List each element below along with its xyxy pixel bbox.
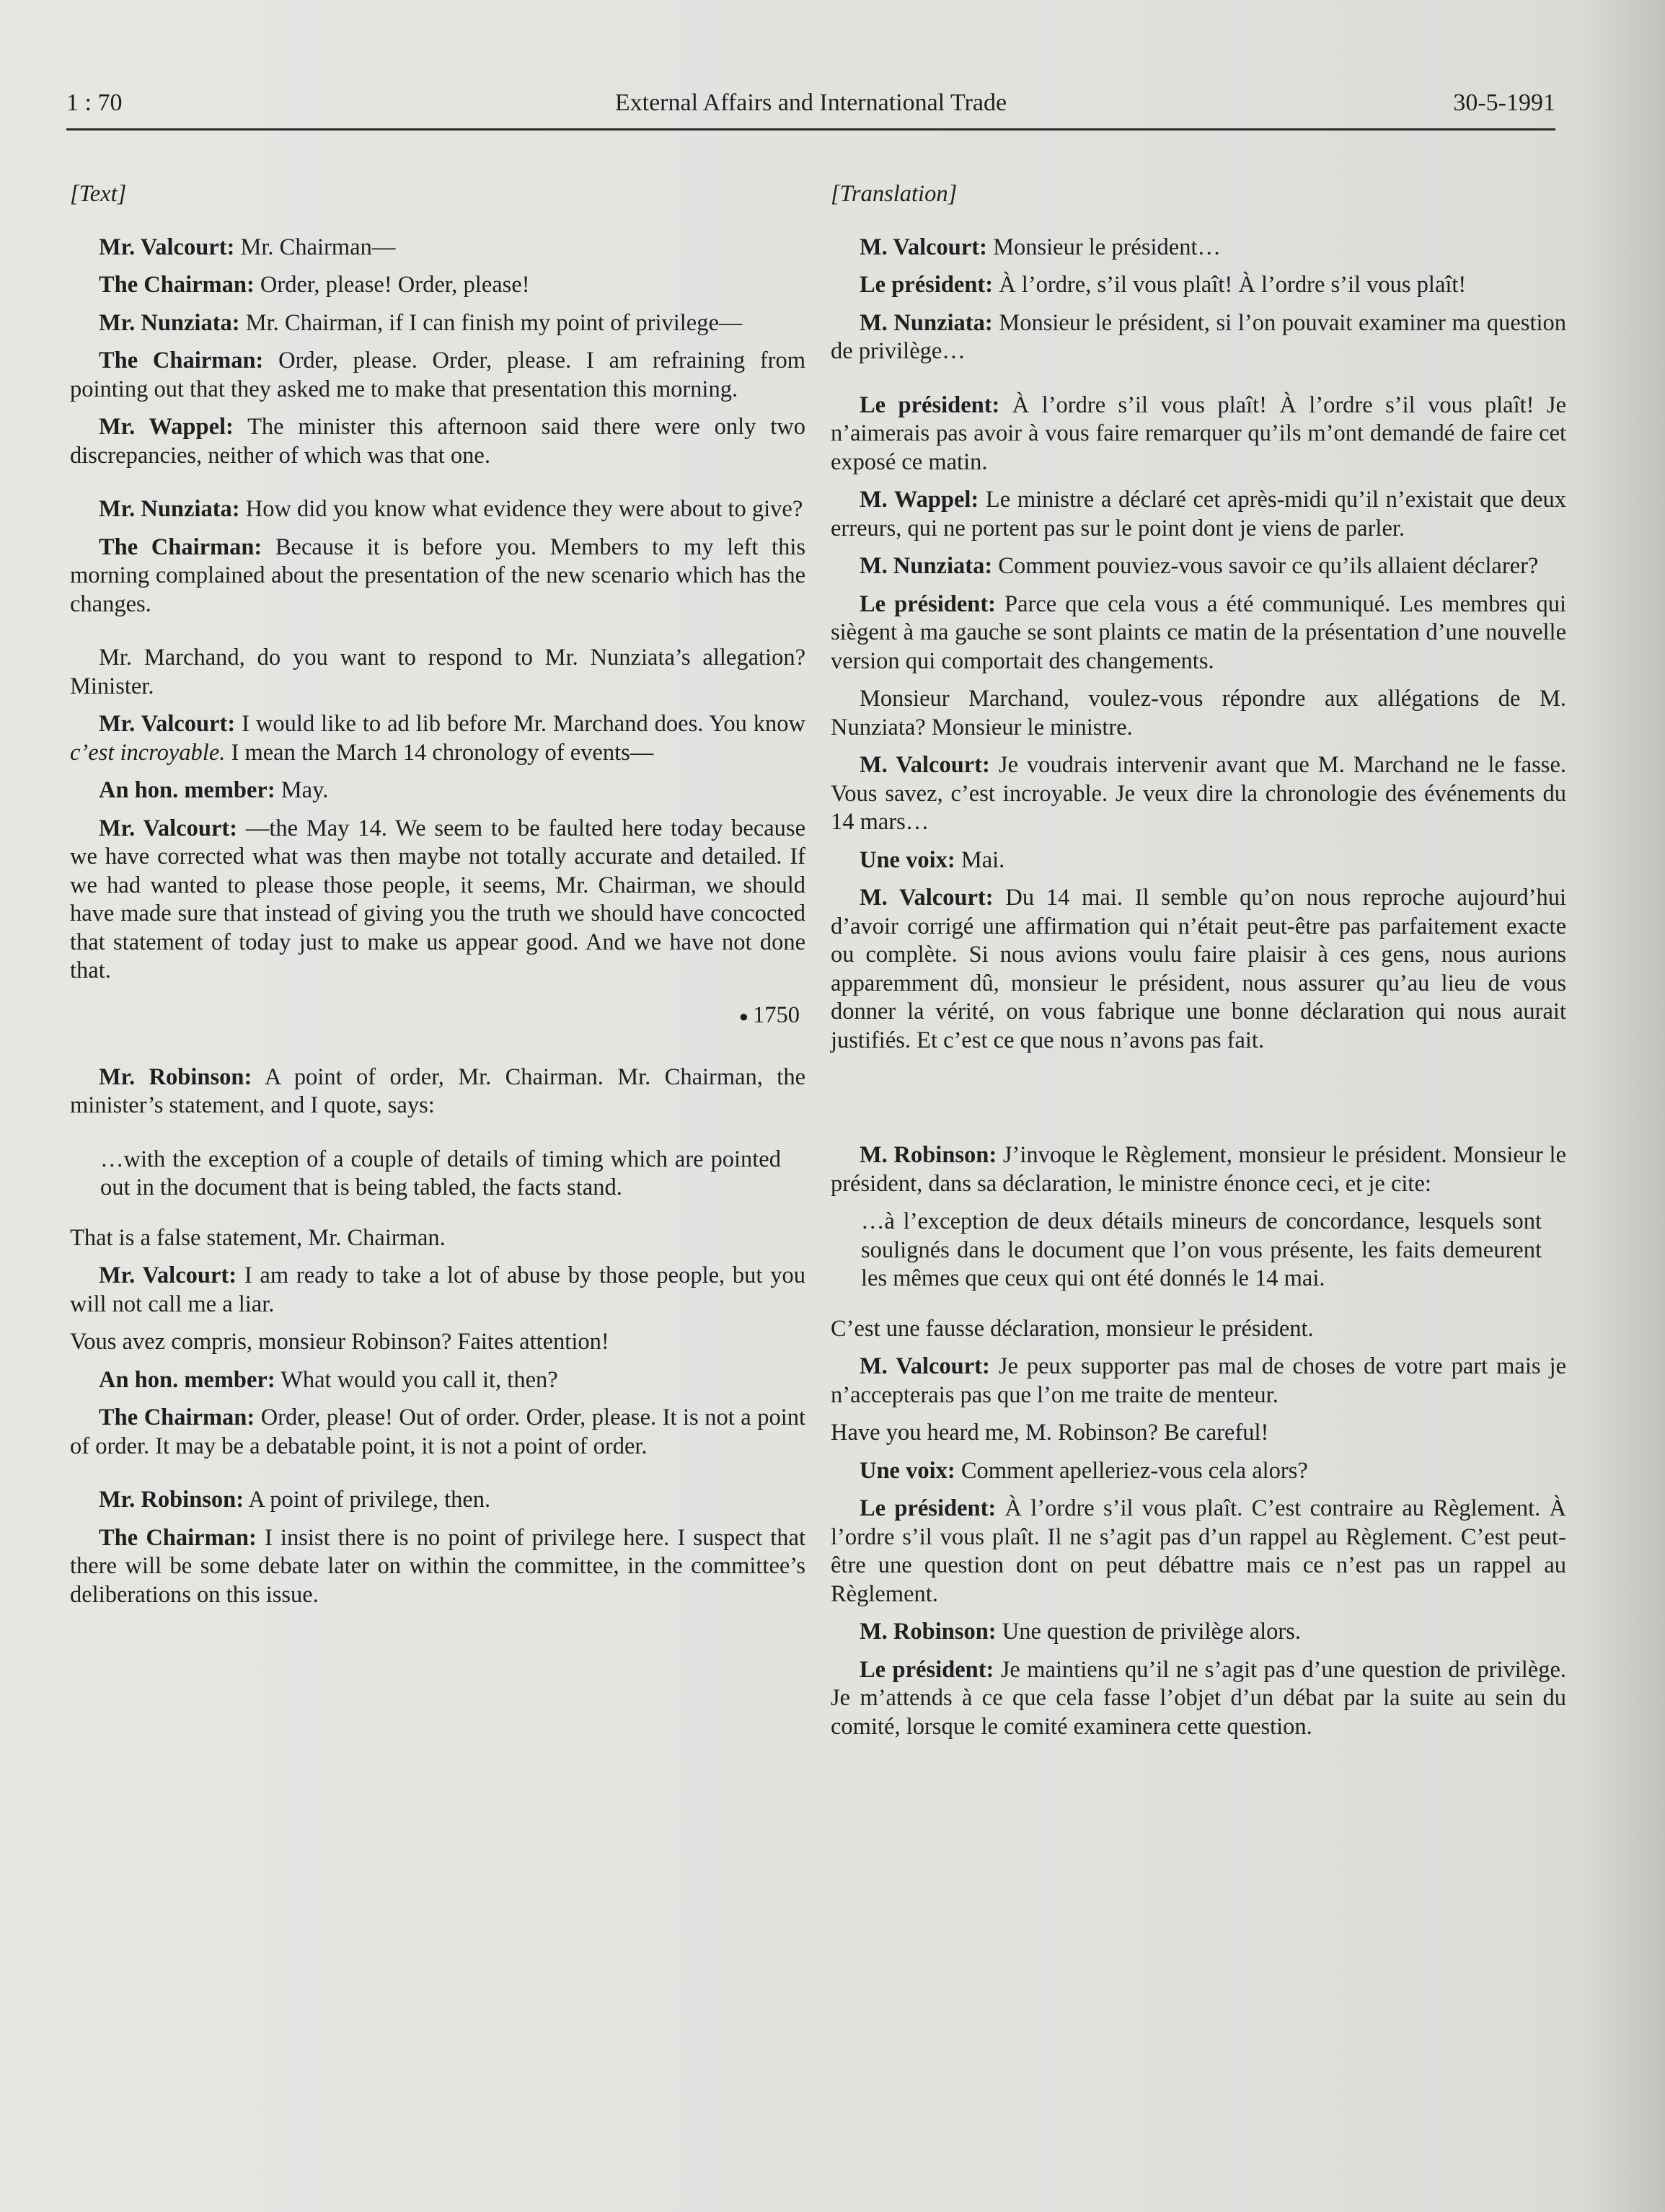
speaker-name: Mr. Wappel: bbox=[99, 414, 234, 440]
speech-text: À l’ordre, s’il vous plaît! À l’ordre s’il vous plaît! bbox=[999, 272, 1467, 298]
english-column bbox=[70, 180, 805, 1619]
quoted-statement: …à l’exception de deux détails mineurs de concordance, lesquels sont soulignés dans le document que l’on vous présente, les faits demeurent les mêmes que ceux qui ont été donnés le 14 mai. bbox=[861, 1208, 1542, 1291]
binding-shadow bbox=[1578, 0, 1665, 2212]
speech-paragraph bbox=[70, 1224, 805, 1253]
running-header bbox=[66, 85, 1555, 130]
speaker-name: The Chairman: bbox=[99, 272, 255, 298]
publication-title: External Affairs and International Trade bbox=[614, 89, 1007, 116]
speech-text: À l’ordre s’il vous plaît! À l’ordre s’il vous plaît! Je n’aimerais pas avoir à vous faire remarquer qu’ils m’ont demandé de faire cet exposé ce matin. bbox=[831, 391, 1566, 475]
speech-text: I mean the March 14 chronology of events— bbox=[225, 739, 654, 766]
speech-paragraph bbox=[70, 495, 805, 524]
speech-paragraph bbox=[70, 234, 805, 262]
speech-text: What would you call it, then? bbox=[281, 1366, 558, 1393]
speech-text: —the May 14. We seem to be faulted here today because we have corrected what was then maybe not totally accurate and detailed. If we had wanted to please those people, it seems, Mr. Chairman, we should have made sure that instead of giving you the truth we should have concocted that statement of today just to make us appear good. And we have not done that. bbox=[70, 815, 805, 983]
speech-paragraph bbox=[831, 486, 1566, 543]
speech-text: Du 14 mai. Il semble qu’on nous reproche aujourd’hui d’avoir corrigé une affirmation qui n’était peut-être pas parfaitement exacte ou complète. Si nous avions voulu faire plaisir à ces gens, nous aurions apparemment dû, monsieur le président, nous assurer qu’au lieu de vous donner la vérité, on vous fabrique une bonne déclaration qui nous aurait justifiés. Et c’est ce que nous n’avons pas fait. bbox=[831, 885, 1567, 1053]
speech-text: J’invoque le Règlement, monsieur le président. Monsieur le président, dans sa déclaration, le ministre énonce ceci, et je cite: bbox=[831, 1142, 1567, 1197]
speaker-name: Le président: bbox=[860, 1656, 994, 1683]
speech-text: Mr. Marchand, do you want to respond to Mr. Nunziata’s allegation? Minister. bbox=[70, 645, 805, 699]
speech-text: A point of order, Mr. Chairman. Mr. Chairman, the minister’s statement, and I quote, says: bbox=[70, 1063, 805, 1119]
time-value: 1750 bbox=[753, 1001, 800, 1028]
speaker-name: M. Robinson: bbox=[860, 1619, 997, 1645]
french-column bbox=[831, 180, 1566, 1751]
speech-paragraph bbox=[70, 534, 805, 619]
speaker-name: Mr. Valcourt: bbox=[99, 711, 236, 737]
speech-paragraph bbox=[831, 271, 1566, 300]
speaker-name: M. Valcourt: bbox=[860, 752, 990, 778]
speech-text: Comment apelleriez-vous cela alors? bbox=[960, 1457, 1308, 1484]
speaker-name: M. Valcourt: bbox=[860, 1353, 990, 1379]
speaker-name: The Chairman: bbox=[99, 1524, 257, 1551]
speech-text: Mr. Chairman, if I can finish my point of privilege— bbox=[245, 309, 743, 336]
speech-paragraph bbox=[70, 347, 805, 404]
speaker-name: Une voix: bbox=[860, 1457, 955, 1484]
speech-paragraph bbox=[831, 1141, 1566, 1198]
speech-text-italic: c’est incroyable. bbox=[70, 739, 226, 766]
speaker-name: Mr. Nunziata: bbox=[99, 309, 240, 336]
speaker-name: Mr. Valcourt: bbox=[99, 815, 238, 841]
speaker-name: Mr. Robinson: bbox=[99, 1487, 244, 1513]
speech-text: A point of privilege, then. bbox=[248, 1487, 491, 1513]
speech-text: Mr. Chairman— bbox=[240, 234, 396, 260]
speech-text: Je maintiens qu’il ne s’agit pas d’une question de privilège. Je m’attends à ce que cela fasse l’objet d’un débat par la suite au sein du comité, lorsque le comité examinera cette question. bbox=[831, 1656, 1566, 1740]
speech-text: Mai. bbox=[960, 846, 1005, 873]
speaker-name: M. Valcourt: bbox=[860, 885, 994, 911]
speaker-name: An hon. member: bbox=[99, 777, 275, 803]
speech-paragraph bbox=[70, 1486, 805, 1515]
page-number: 1 : 70 bbox=[66, 89, 123, 116]
speaker-name: The Chairman: bbox=[99, 348, 264, 373]
speaker-name: M. Wappel: bbox=[860, 487, 979, 513]
speech-text: Because it is before you. Members to my left this morning complained about the presentation of the new scenario which has the changes. bbox=[70, 534, 806, 617]
bullet-icon: ● bbox=[738, 1007, 748, 1026]
speech-paragraph bbox=[831, 309, 1566, 366]
speech-text: Monsieur le président… bbox=[993, 234, 1221, 260]
speech-paragraph bbox=[831, 1618, 1566, 1647]
speaker-name: M. Nunziata: bbox=[860, 553, 993, 579]
column-heading-translation: [Translation] bbox=[831, 181, 958, 207]
speech-paragraph bbox=[831, 552, 1566, 581]
speech-text: Je voudrais intervenir avant que M. Marchand ne le fasse. Vous savez, c’est incroyable. Je veux dire la chronologie des événements du 14 mars… bbox=[831, 752, 1566, 835]
speech-paragraph bbox=[831, 884, 1566, 1055]
speaker-name: Une voix: bbox=[860, 846, 955, 873]
speech-paragraph bbox=[70, 1328, 805, 1357]
speaker-name: Mr. Valcourt: bbox=[99, 1262, 237, 1289]
speech-text: Je peux supporter pas mal de choses de votre part mais je n’accepterais pas que l’on me traite de menteur. bbox=[831, 1353, 1566, 1408]
speech-paragraph bbox=[831, 1419, 1566, 1448]
speech-text: À l’ordre s’il vous plaît. C’est contraire au Règlement. À l’ordre s’il vous plaît. Il ne s’agit pas d’un rappel au Règlement. C’est peut-être une question dont on peut débattre mais ce n’est pas un rappel au Règlement. bbox=[831, 1495, 1566, 1607]
speech-paragraph bbox=[70, 1366, 805, 1395]
speech-text: May. bbox=[281, 777, 329, 803]
speech-paragraph bbox=[831, 846, 1566, 875]
speech-paragraph bbox=[70, 309, 805, 338]
speech-paragraph bbox=[831, 234, 1566, 262]
time-marker bbox=[70, 1001, 805, 1031]
speech-text: Le ministre a déclaré cet après-midi qu’il n’existait que deux erreurs, qui ne portent pas sur le point dont je viens de parler. bbox=[831, 487, 1566, 541]
speech-paragraph bbox=[70, 413, 805, 470]
speech-paragraph bbox=[70, 1404, 805, 1461]
speech-paragraph bbox=[70, 271, 805, 300]
speaker-name: The Chairman: bbox=[99, 1404, 255, 1431]
speaker-name: M. Valcourt: bbox=[860, 234, 987, 260]
speech-text: C’est une fausse déclaration, monsieur le président. bbox=[831, 1315, 1314, 1342]
speaker-name: Le président: bbox=[860, 1495, 997, 1521]
speech-text: Monsieur Marchand, voulez-vous répondre aux allégations de M. Nunziata? Monsieur le ministre. bbox=[831, 686, 1566, 740]
speaker-name: M. Robinson: bbox=[860, 1142, 997, 1168]
speech-text: I would like to ad lib before Mr. Marchand does. You know bbox=[242, 711, 806, 737]
quoted-statement: …with the exception of a couple of details of timing which are pointed out in the document that is being tabled, the facts stand. bbox=[100, 1146, 781, 1201]
speech-paragraph bbox=[831, 590, 1566, 676]
speech-paragraph bbox=[70, 815, 805, 986]
speaker-name: The Chairman: bbox=[99, 534, 262, 560]
speech-paragraph bbox=[70, 1063, 805, 1120]
speech-paragraph bbox=[831, 1315, 1566, 1344]
speech-paragraph bbox=[70, 644, 805, 701]
speaker-name: Le président: bbox=[860, 590, 996, 617]
speaker-name: An hon. member: bbox=[99, 1366, 275, 1393]
speech-paragraph bbox=[70, 777, 805, 805]
speech-text: I am ready to take a lot of abuse by those people, but you will not call me a liar. bbox=[70, 1262, 805, 1317]
speech-text: Order, please! Order, please! bbox=[260, 272, 530, 298]
speech-paragraph bbox=[70, 1262, 805, 1319]
speech-text: Une question de privilège alors. bbox=[1002, 1619, 1302, 1645]
speech-paragraph bbox=[831, 685, 1566, 742]
speech-text: Have you heard me, M. Robinson? Be careful! bbox=[831, 1420, 1269, 1446]
speech-paragraph bbox=[831, 1457, 1566, 1486]
speaker-name: M. Nunziata: bbox=[860, 309, 993, 336]
speaker-name: Le président: bbox=[860, 272, 994, 298]
speech-paragraph bbox=[831, 751, 1566, 837]
speech-paragraph bbox=[831, 391, 1566, 477]
speech-text: How did you know what evidence they were about to give? bbox=[245, 496, 803, 522]
sitting-date: 30-5-1991 bbox=[1453, 89, 1555, 116]
speech-text: Order, please! Out of order. Order, please. It is not a point of order. It may be a debatable point, it is not a point of order. bbox=[70, 1404, 806, 1459]
speech-text: Vous avez compris, monsieur Robinson? Faites attention! bbox=[70, 1329, 609, 1355]
speech-paragraph bbox=[70, 1524, 805, 1610]
speech-text: That is a false statement, Mr. Chairman. bbox=[70, 1224, 446, 1251]
speaker-name: Mr. Robinson: bbox=[99, 1063, 252, 1090]
speaker-name: Mr. Nunziata: bbox=[99, 496, 240, 522]
speech-text: Order, please. Order, please. I am refraining from pointing out that they asked me to make that presentation this morning. bbox=[70, 348, 806, 402]
speech-paragraph bbox=[831, 1495, 1566, 1609]
speech-text: Monsieur le président, si l’on pouvait examiner ma question de privilège… bbox=[831, 309, 1567, 364]
speaker-name: Le président: bbox=[860, 391, 1000, 418]
speech-text: I insist there is no point of privilege here. I suspect that there will be some debate later on within the committee, in the committee’s deliberations on this issue. bbox=[70, 1524, 806, 1608]
column-heading-text: [Text] bbox=[70, 181, 127, 207]
speech-paragraph bbox=[70, 710, 805, 767]
speaker-name: Mr. Valcourt: bbox=[99, 234, 235, 260]
speech-text: The minister this afternoon said there were only two discrepancies, neither of which was that one. bbox=[70, 414, 805, 469]
speech-paragraph bbox=[831, 1353, 1566, 1410]
speech-text: Parce que cela vous a été communiqué. Les membres qui siègent à ma gauche se sont plaints ce matin de la présentation d’une nouvelle version qui comportait des changements. bbox=[831, 590, 1566, 674]
speech-paragraph bbox=[831, 1656, 1566, 1742]
speech-text: Comment pouviez-vous savoir ce qu’ils allaient déclarer? bbox=[998, 553, 1539, 579]
